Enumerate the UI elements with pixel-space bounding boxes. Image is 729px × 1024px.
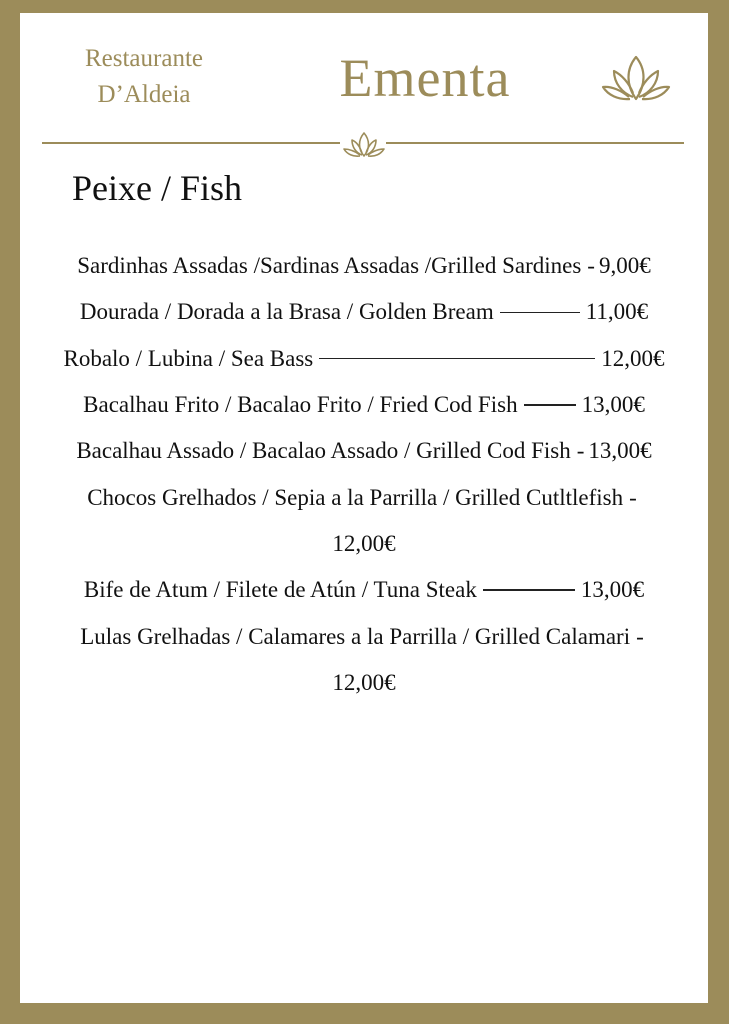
menu-item-price: 12,00€ (332, 530, 396, 556)
menu-item-price-row (20, 521, 708, 567)
menu-item-separator: - (636, 623, 644, 649)
leader-line (500, 312, 580, 314)
menu-item-price: 9,00€ (598, 253, 651, 279)
menu-item (20, 243, 708, 289)
menu-item (20, 613, 708, 659)
leader-line (319, 358, 595, 360)
brand-line-2: D’Aldeia (97, 81, 191, 108)
menu-item (20, 382, 708, 428)
menu-item-name: Sardinhas Assadas /Sardinas Assadas /Grilled Sardines (77, 253, 582, 279)
menu-item-name: Bacalhau Frito / Bacalao Frito / Fried Cod Fish (83, 392, 518, 418)
brand-line-1: Restaurante (84, 45, 203, 72)
section-title: Peixe / Fish (72, 168, 243, 208)
menu-item (20, 474, 708, 520)
menu-item-price: 13,00€ (588, 438, 652, 464)
menu-item-price: 13,00€ (580, 577, 645, 603)
menu-page (20, 13, 708, 1003)
menu-item (20, 336, 708, 382)
menu-item-separator: - (587, 253, 595, 279)
menu-item-price-row (20, 660, 708, 706)
menu-list (20, 243, 708, 706)
page-title: Ementa (339, 48, 511, 108)
menu-item-price: 11,00€ (585, 299, 649, 325)
menu-item (20, 428, 708, 474)
menu-item-price: 12,00€ (601, 345, 665, 371)
leader-line (483, 589, 575, 591)
menu-item-name: Dourada / Dorada a la Brasa / Golden Bream (79, 299, 494, 325)
menu-item-separator: - (629, 484, 637, 510)
menu-item-name: Bife de Atum / Filete de Atún / Tuna Steak (83, 577, 477, 603)
menu-item-name: Chocos Grelhados / Sepia a la Parrilla / Grilled Cutltlefish (87, 484, 624, 510)
menu-item (20, 567, 708, 613)
menu-item (20, 289, 708, 335)
menu-item-name: Lulas Grelhadas / Calamares a la Parrilla / Grilled Calamari (80, 623, 631, 649)
header-divider-right (386, 142, 684, 144)
menu-item-separator: - (576, 438, 585, 464)
lotus-icon (600, 53, 672, 105)
menu-item-name: Bacalhau Assado / Bacalao Assado / Grilled Cod Fish (76, 438, 571, 464)
restaurant-name (54, 41, 234, 113)
leader-line (524, 404, 576, 406)
header-divider-left (42, 142, 340, 144)
menu-item-price: 13,00€ (581, 392, 645, 418)
menu-item-name: Robalo / Lubina / Sea Bass (63, 345, 314, 371)
menu-item-price: 12,00€ (332, 669, 396, 695)
lotus-divider-icon (343, 131, 385, 159)
